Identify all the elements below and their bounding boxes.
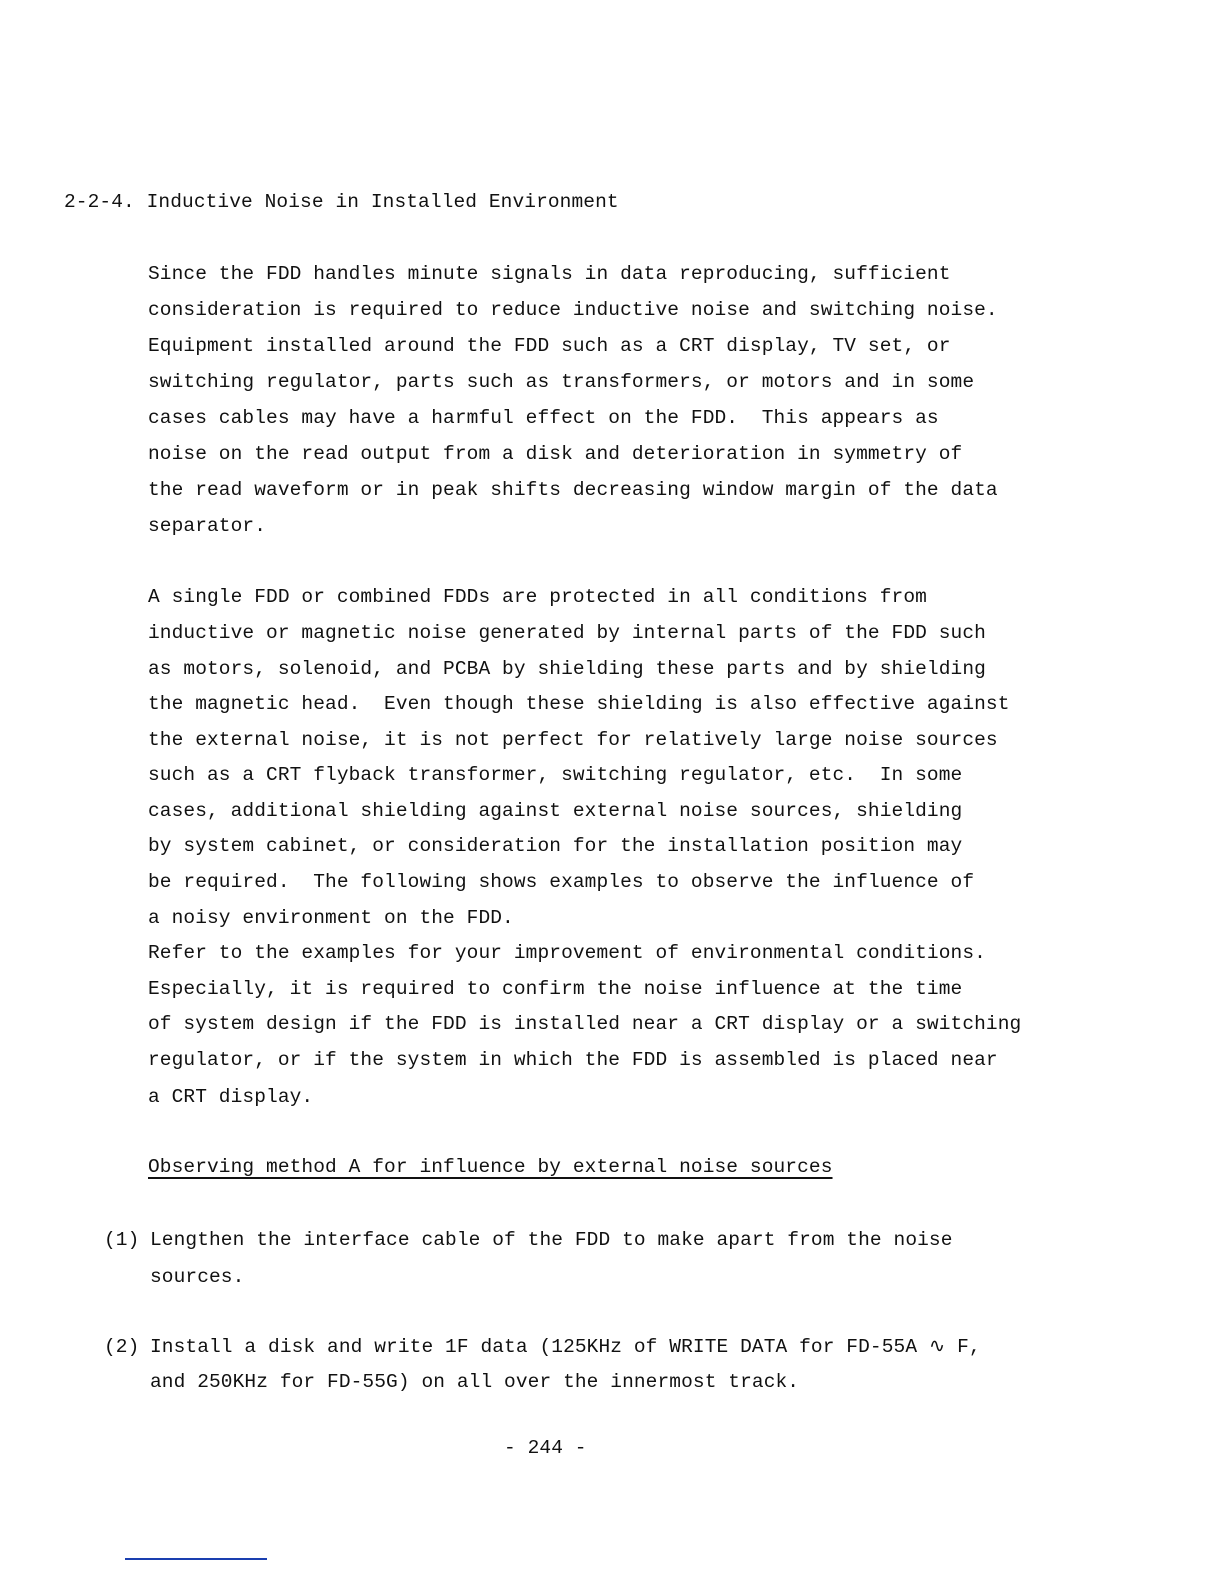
paragraph-line: the external noise, it is not perfect for relatively large noise sources xyxy=(148,729,998,751)
paragraph-line: cases, additional shielding against external noise sources, shielding xyxy=(148,800,963,822)
section-heading: 2-2-4. Inductive Noise in Installed Environment xyxy=(64,191,619,213)
paragraph-line: regulator, or if the system in which the FDD is assembled is placed near xyxy=(148,1049,998,1071)
bottom-rule xyxy=(125,1558,267,1560)
paragraph-line: of system design if the FDD is installed near a CRT display or a switching xyxy=(148,1013,1022,1035)
paragraph-line: the magnetic head. Even though these shielding is also effective against xyxy=(148,693,1010,715)
step-line: and 250KHz for FD-55G) on all over the innermost track. xyxy=(150,1371,800,1393)
method-subheading: Observing method A for influence by external noise sources xyxy=(148,1156,833,1178)
step-line: sources. xyxy=(150,1266,245,1288)
paragraph-line: separator. xyxy=(148,515,267,537)
paragraph-line: Equipment installed around the FDD such as a CRT display, TV set, or xyxy=(148,335,951,357)
paragraph-line: such as a CRT flyback transformer, switching regulator, etc. In some xyxy=(148,764,963,786)
paragraph-line: cases cables may have a harmful effect on the FDD. This appears as xyxy=(148,407,939,429)
paragraph-line: consideration is required to reduce inductive noise and switching noise. xyxy=(148,299,998,321)
paragraph-line: a CRT display. xyxy=(148,1086,314,1108)
step-line: Lengthen the interface cable of the FDD to make apart from the noise xyxy=(150,1229,953,1251)
page-number: - 244 - xyxy=(504,1437,587,1459)
paragraph-line: Especially, it is required to confirm the noise influence at the time xyxy=(148,978,963,1000)
paragraph-line: be required. The following shows examples to observe the influence of xyxy=(148,871,975,893)
step-number: (2) xyxy=(104,1336,140,1358)
paragraph-line: the read waveform or in peak shifts decreasing window margin of the data xyxy=(148,479,998,501)
paragraph-line: a noisy environment on the FDD. xyxy=(148,907,514,929)
step-number: (1) xyxy=(104,1229,140,1251)
step-line: Install a disk and write 1F data (125KHz of WRITE DATA for FD-55A ∿ F, xyxy=(150,1336,981,1358)
paragraph-line: Refer to the examples for your improvement of environmental conditions. xyxy=(148,942,986,964)
paragraph-line: Since the FDD handles minute signals in data reproducing, sufficient xyxy=(148,263,951,285)
paragraph-line: by system cabinet, or consideration for the installation position may xyxy=(148,835,963,857)
paragraph-line: switching regulator, parts such as transformers, or motors and in some xyxy=(148,371,975,393)
paragraph-line: noise on the read output from a disk and deterioration in symmetry of xyxy=(148,443,963,465)
paragraph-line: inductive or magnetic noise generated by internal parts of the FDD such xyxy=(148,622,986,644)
paragraph-line: as motors, solenoid, and PCBA by shielding these parts and by shielding xyxy=(148,658,986,680)
paragraph-line: A single FDD or combined FDDs are protected in all conditions from xyxy=(148,586,927,608)
